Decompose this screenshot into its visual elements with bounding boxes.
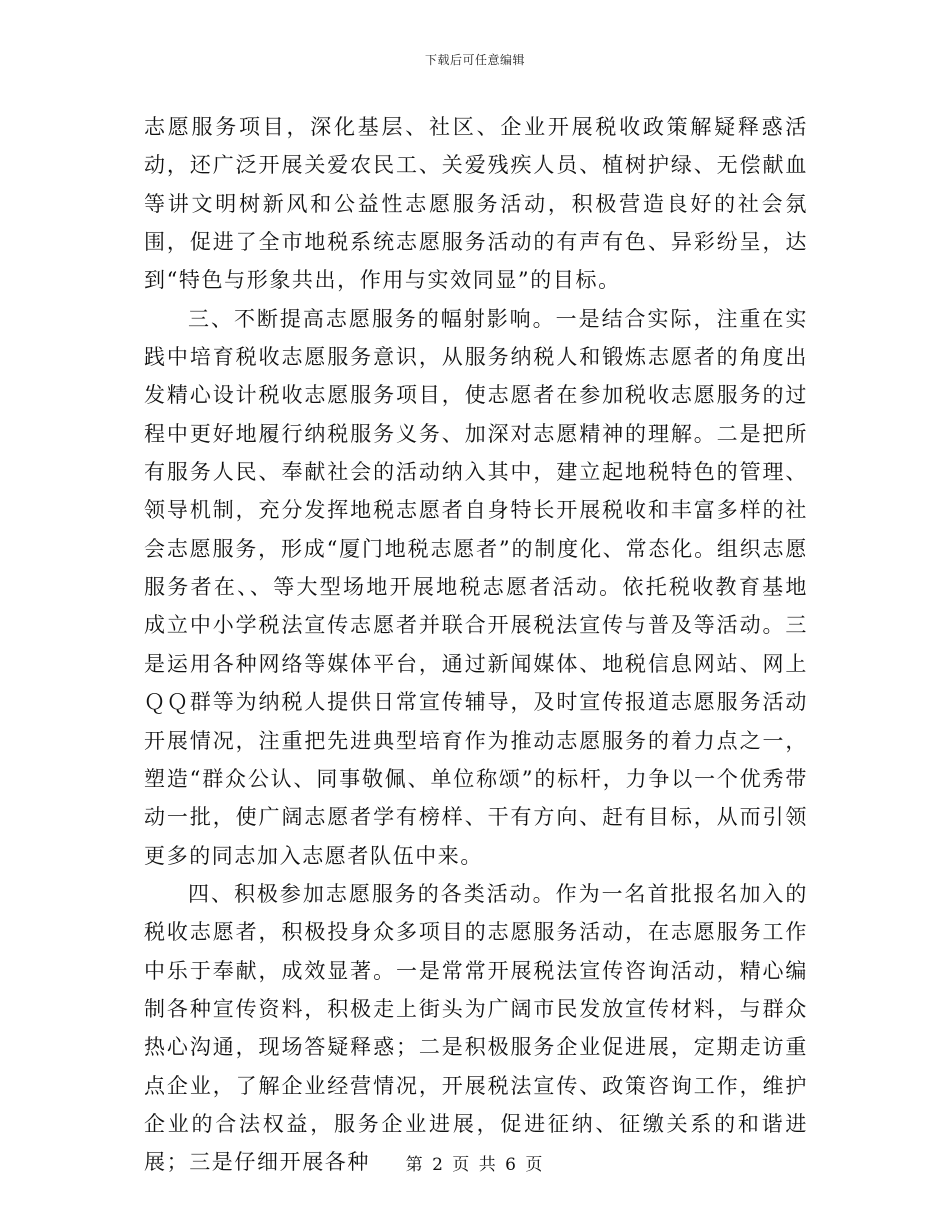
page-header: 下载后可任意编辑 bbox=[424, 53, 525, 67]
paragraph-section-4: 四、积极参加志愿服务的各类活动。作为一名首批报名加入的税收志愿者，积极投身众多项目的志愿服务活动，在志愿服务工作中乐于奉献，成效显著。一是常常开展税法宣传咨询活动，精心编制各种宣传资料，积极走上街头为广阔市民发放宣传材料，与群众热心沟通，现场答疑释惑；二是积极服务企业促进展，定期走访重点企业，了解企业经营情况，开展税法宣传、政策咨询工作，维护企业的合法权益，服务企业进展，促进征纳、征缴关系的和谐进展；三是仔细开展各种 bbox=[144, 881, 808, 1175]
page-number: 第 2 页 共 6 页 bbox=[405, 1155, 545, 1175]
paragraph-section-3: 三、不断提高志愿服务的幅射影响。一是结合实际，注重在实践中培育税收志愿服务意识，从服务纳税人和锻炼志愿者的角度出发精心设计税收志愿服务项目，使志愿者在参加税收志愿服务的过程中更好地履行纳税服务义务、加深对志愿精神的理解。二是把所有服务人民、奉献社会的活动纳入其中，建立起地税特色的管理、领导机制，充分发挥地税志愿者自身特长开展税收和丰富多样的社会志愿服务，形成“厦门地税志愿者”的制度化、常态化。组织志愿服务者在、、等大型场地开展地税志愿者活动。依托税收教育基地成立中小学税法宣传志愿者并联合开展税法宣传与普及等活动。三是运用各种网络等媒体平台，通过新闻媒体、地税信息网站、网上ＱＱ群等为纳税人提供日常宣传辅导，及时宣传报道志愿服务活动开展情况，注重把先进典型培育作为推动志愿服务的着力点之一，塑造“群众公认、同事敬佩、单位称颂”的标杆，力争以一个优秀带动一批，使广阔志愿者学有榜样、干有方向、赶有目标，从而引领更多的同志加入志愿者队伍中来。 bbox=[144, 306, 808, 868]
paragraph-continuation: 志愿服务项目，深化基层、社区、企业开展税收政策解疑释惑活动，还广泛开展关爱农民工、关爱残疾人员、植树护绿、无偿献血等讲文明树新风和公益性志愿服务活动，积极营造良好的社会氛围，促进了全市地税系统志愿服务活动的有声有色、异彩纷呈，达到“特色与形象共出，作用与实效同显”的目标。 bbox=[144, 115, 808, 293]
document-body bbox=[144, 108, 808, 1182]
